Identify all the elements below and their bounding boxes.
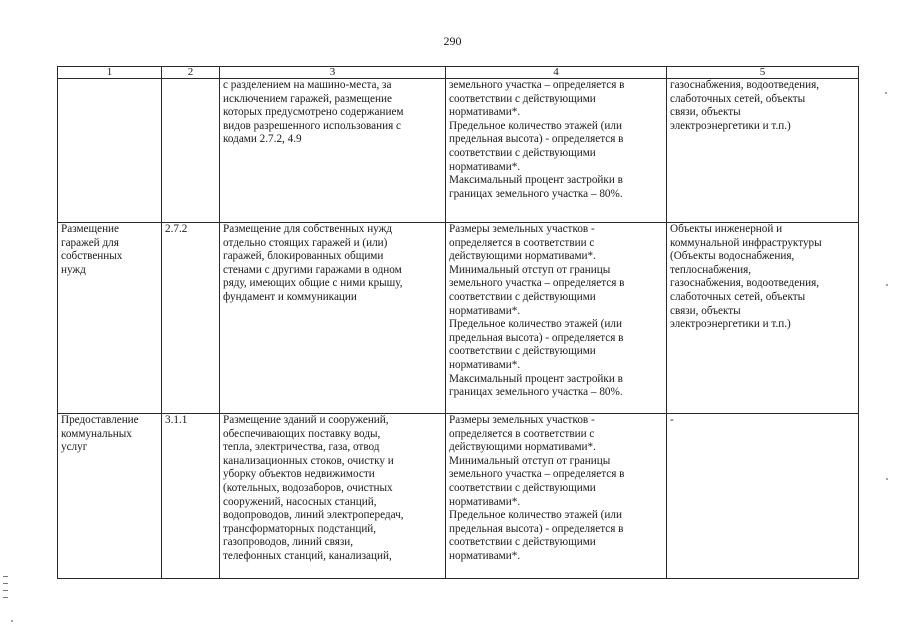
cell-text-line: предельная высота) - определяется в	[449, 331, 624, 344]
cell-text-line: определяется в соответствии с	[449, 427, 595, 440]
cell-text-line: гаражей для	[61, 236, 119, 249]
scan-speck	[885, 92, 887, 94]
cell-text-line: земельного участка – определяется в	[449, 79, 625, 91]
cell-text-line: 2.7.2	[165, 223, 188, 235]
cell-text-line: слаботочных сетей, объекты	[670, 290, 806, 303]
cell-text-line: соответствии с действующими	[449, 481, 596, 494]
cell-text-line: электроэнергетики и т.п.)	[670, 318, 791, 331]
cell-text-line: нормативами*.	[449, 549, 521, 562]
cell-col3	[220, 223, 446, 414]
cell-text-line: теплоснабжения,	[670, 263, 752, 276]
cell-text-line: отдельно стоящих гаражей и (или)	[223, 236, 388, 249]
cell-text-line: тепла, электричества, газа, отвод	[223, 441, 380, 454]
cell-text-line: Размеры земельных участков -	[449, 223, 595, 235]
cell-col4	[446, 414, 667, 579]
cell-text-line: которых предусмотрено содержанием	[223, 106, 404, 119]
cell-col5	[667, 223, 859, 414]
header-col-3: 3	[220, 67, 446, 79]
cell-text-line: газопроводов, линий связи,	[223, 536, 354, 549]
cell-text-line: нормативами*.	[449, 495, 521, 508]
cell-text-line: с разделением на машино-места, за	[223, 79, 392, 91]
margin-mark	[3, 576, 8, 598]
cell-col1	[58, 223, 162, 414]
cell-text-line: нужд	[61, 263, 86, 276]
cell-text-line: слаботочных сетей, объекты	[670, 92, 806, 105]
cell-text-line: коммунальных	[61, 427, 132, 440]
cell-text-line: соответствии с действующими	[449, 345, 596, 358]
cell-text-line: Предельное количество этажей (или	[449, 509, 622, 522]
cell-text-line: земельного участка – определяется в	[449, 468, 625, 481]
cell-text-line: гаражей, блокированных общими	[223, 250, 384, 263]
cell-text-line: Предельное количество этажей (или	[449, 318, 622, 331]
cell-text-line: границах земельного участка – 80%.	[449, 187, 623, 200]
cell-text-line: стенами с другими гаражами в одном	[223, 263, 402, 276]
cell-text-line: обеспечивающих поставку воды,	[223, 427, 381, 440]
cell-col5	[667, 414, 859, 579]
cell-text-line: собственных	[61, 250, 123, 263]
cell-text-line: Размещение для собственных нужд	[223, 223, 393, 235]
cell-text-line: нормативами*.	[449, 160, 521, 173]
cell-text-line: соответствии с действующими	[449, 92, 596, 105]
cell-text-line: газоснабжения, водоотведения,	[670, 277, 820, 290]
cell-text-line: фундамент и коммуникации	[223, 290, 357, 303]
cell-text-line: 3.1.1	[165, 414, 188, 426]
cell-text-line: соответствии с действующими	[449, 290, 596, 303]
cell-col2	[162, 223, 220, 414]
cell-col2	[162, 79, 220, 223]
cell-text-line: действующими нормативами*.	[449, 441, 596, 454]
cell-col2	[162, 414, 220, 579]
cell-text-line: (котельных, водозаборов, очистных	[223, 481, 393, 494]
cell-text-line: связи, объекты	[670, 304, 741, 317]
table-row	[58, 79, 859, 223]
cell-col1	[58, 414, 162, 579]
cell-text-line: Размеры земельных участков -	[449, 414, 595, 426]
cell-text-line: определяется в соответствии с	[449, 236, 595, 249]
cell-col4	[446, 79, 667, 223]
cell-text-line: электроэнергетики и т.п.)	[670, 119, 791, 132]
regulations-table	[57, 66, 859, 579]
cell-text-line: трансформаторных подстанций,	[223, 522, 377, 535]
cell-text-line: Максимальный процент застройки в	[449, 174, 623, 187]
cell-text-line: (Объекты водоснабжения,	[670, 250, 795, 263]
cell-text-line: Размещение	[61, 223, 120, 235]
cell-text-line: нормативами*.	[449, 106, 521, 119]
cell-text-line: Размещение зданий и сооружений,	[223, 414, 389, 426]
cell-text-line: видов разрешенного использования с	[223, 119, 402, 132]
scan-speck	[886, 284, 888, 286]
cell-text-line: исключением гаражей, размещение	[223, 92, 392, 105]
cell-text-line: границах земельного участка – 80%.	[449, 386, 623, 399]
header-row	[58, 67, 859, 79]
page-number: 290	[443, 34, 462, 48]
cell-text-line: кодами 2.7.2, 4.9	[223, 133, 302, 146]
table-row	[58, 223, 859, 414]
cell-text-line: Предельное количество этажей (или	[449, 119, 622, 132]
cell-col3	[220, 414, 446, 579]
cell-text-line: земельного участка – определяется в	[449, 277, 625, 290]
cell-text-line: нормативами*.	[449, 304, 521, 317]
cell-text-line: коммунальной инфраструктуры	[670, 236, 822, 249]
cell-col5	[667, 79, 859, 223]
cell-text-line: соответствии с действующими	[449, 146, 596, 159]
cell-text-line: ряду, имеющих общие с ними крышу,	[223, 277, 403, 290]
cell-text-line: канализационных стоков, очистку и	[223, 454, 394, 467]
header-col-4: 4	[446, 67, 667, 79]
cell-col4	[446, 223, 667, 414]
cell-text-line: действующими нормативами*.	[449, 250, 596, 263]
cell-col3	[220, 79, 446, 223]
cell-col1	[58, 79, 162, 223]
cell-text-line: услуг	[61, 441, 88, 454]
cell-text-line: предельная высота) - определяется в	[449, 522, 624, 535]
header-col-2: 2	[162, 67, 220, 79]
cell-text-line: соответствии с действующими	[449, 536, 596, 549]
scan-speck	[886, 478, 888, 480]
cell-text-line: телефонных станций, канализаций,	[223, 549, 392, 562]
header-col-5: 5	[667, 67, 859, 79]
cell-text-line: газоснабжения, водоотведения,	[670, 79, 820, 91]
cell-text-line: Минимальный отступ от границы	[449, 454, 611, 467]
cell-text-line: Объекты инженерной и	[670, 223, 783, 235]
cell-text-line: связи, объекты	[670, 106, 741, 119]
header-col-1: 1	[58, 67, 162, 79]
cell-text-line: -	[670, 414, 674, 426]
cell-text-line: нормативами*.	[449, 358, 521, 371]
cell-text-line: Предоставление	[61, 414, 139, 426]
cell-text-line: сооружений, насосных станций,	[223, 495, 377, 508]
table-row	[58, 414, 859, 579]
cell-text-line: уборку объектов недвижимости	[223, 468, 375, 481]
scan-speck	[11, 620, 13, 622]
cell-text-line: предельная высота) - определяется в	[449, 133, 624, 146]
cell-text-line: Максимальный процент застройки в	[449, 372, 623, 385]
cell-text-line: водопроводов, линий электропередач,	[223, 509, 404, 522]
cell-text-line: Минимальный отступ от границы	[449, 263, 611, 276]
